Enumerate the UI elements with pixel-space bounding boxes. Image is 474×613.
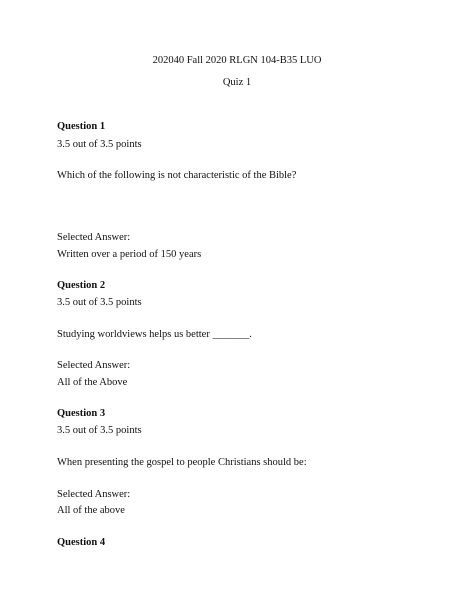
question-3-selected-label: Selected Answer: [57,489,131,500]
question-1-heading: Question 1 [57,121,106,132]
question-3-points: 3.5 out of 3.5 points [57,425,142,436]
quiz-title: Quiz 1 [222,77,252,88]
question-1-prompt: Which of the following is not characteristic of the Bible? [57,170,297,181]
question-2-heading: Question 2 [57,280,106,291]
question-3-prompt: When presenting the gospel to people Christians should be: [57,457,307,468]
question-4-heading: Question 4 [57,537,106,548]
question-1-selected-answer: Written over a period of 150 years [57,249,202,260]
question-1-points: 3.5 out of 3.5 points [57,139,142,150]
question-2-selected-answer: All of the Above [57,377,128,388]
course-title: 202040 Fall 2020 RLGN 104-B35 LUO [152,55,322,66]
question-2-points: 3.5 out of 3.5 points [57,297,142,308]
question-1-selected-label: Selected Answer: [57,232,131,243]
question-3-heading: Question 3 [57,408,106,419]
question-3-selected-answer: All of the above [57,505,125,516]
question-2-prompt: Studying worldviews helps us better _______. [57,329,252,340]
question-2-selected-label: Selected Answer: [57,360,131,371]
